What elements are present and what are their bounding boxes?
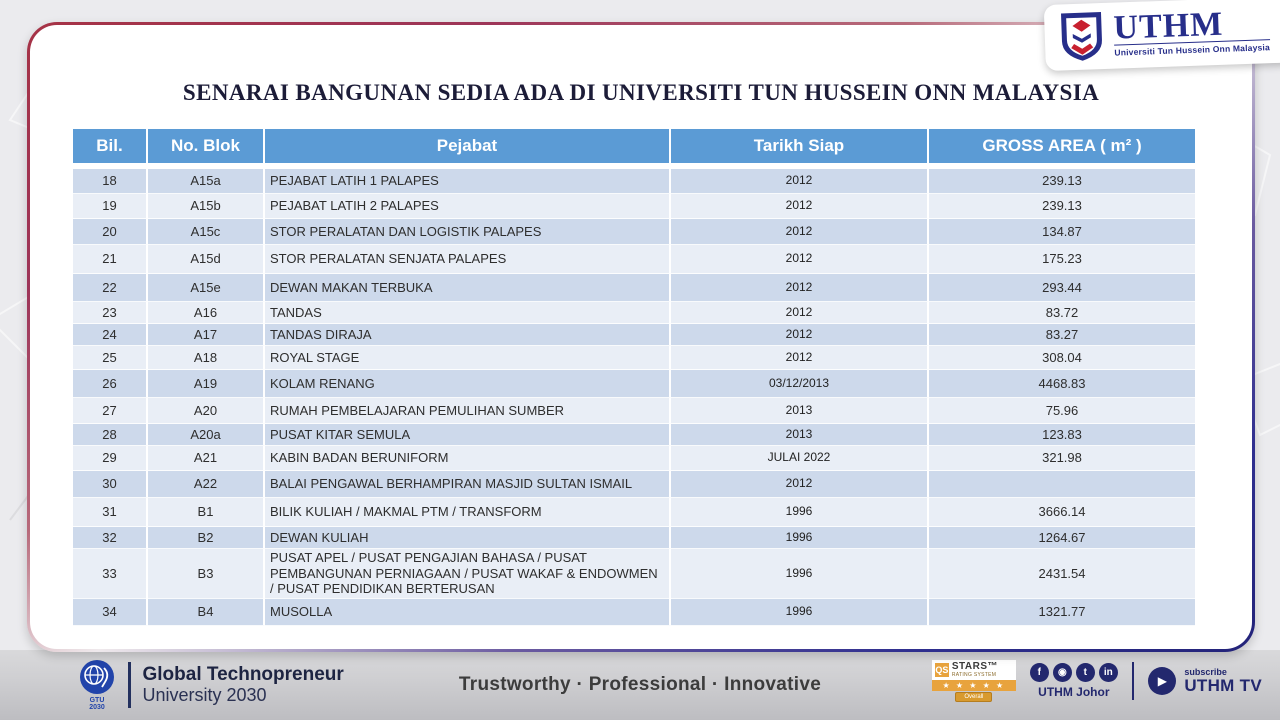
cell-area: 293.44 [929,274,1195,302]
cell-bil: 19 [73,194,148,219]
cell-area: 308.04 [929,346,1195,370]
column-header-tarikh: Tarikh Siap [671,129,929,163]
cell-blok: A15b [148,194,265,219]
cell-tarikh: 03/12/2013 [671,370,929,398]
cell-blok: A16 [148,302,265,324]
cell-blok: A18 [148,346,265,370]
cell-pejabat: TANDAS [265,302,671,324]
cell-area: 3666.14 [929,498,1195,527]
youtube-icon[interactable]: ▶ [1148,667,1176,695]
cell-area: 75.96 [929,398,1195,424]
table-row [73,424,1195,446]
cell-pejabat: STOR PERALATAN DAN LOGISTIK PALAPES [265,219,671,245]
facebook-icon[interactable]: f [1030,663,1049,682]
table-row [73,346,1195,370]
main-card-border [27,22,1255,652]
qs-stars-row: ★ ★ ★ ★ ★ [932,680,1016,691]
cell-blok: A19 [148,370,265,398]
cell-bil: 20 [73,219,148,245]
youtube-channel-name: UTHM TV [1184,676,1262,695]
cell-pejabat: STOR PERALATAN SENJATA PALAPES [265,245,671,274]
cell-tarikh: 2012 [671,194,929,219]
column-header-pejabat: Pejabat [265,129,671,163]
table-row [73,527,1195,549]
cell-area: 2431.54 [929,549,1195,599]
footer-bar [0,650,1280,720]
cell-bil: 27 [73,398,148,424]
table-row [73,302,1195,324]
footer-right-cluster [932,660,1262,702]
cell-area: 123.83 [929,424,1195,446]
cell-bil: 30 [73,471,148,498]
cell-bil: 26 [73,370,148,398]
cell-pejabat: KOLAM RENANG [265,370,671,398]
social-block [1030,663,1118,699]
cell-tarikh: 2013 [671,424,929,446]
uthm-logo-card [1044,0,1280,71]
cell-area [929,471,1195,498]
cell-tarikh: 2012 [671,169,929,194]
cell-bil: 18 [73,169,148,194]
cell-pejabat: PUSAT APEL / PUSAT PENGAJIAN BAHASA / PUSAT PEMBANGUNAN PERNIAGAAN / PUSAT WAKAF & ENDOWMEN / PUSAT PENDIDIKAN BERTERUSAN [265,549,671,599]
cell-blok: A21 [148,446,265,471]
footer-tagline: Trustworthy · Professional · Innovative [458,674,822,695]
cell-pejabat: ROYAL STAGE [265,346,671,370]
column-header-bil: Bil. [73,129,148,163]
buildings-table [73,129,1195,626]
table-row [73,219,1195,245]
cell-blok: A17 [148,324,265,346]
cell-bil: 34 [73,598,148,626]
cell-pejabat: PEJABAT LATIH 2 PALAPES [265,194,671,219]
gtu-line1: Global Technopreneur [142,664,344,685]
cell-bil: 32 [73,527,148,549]
qs-overall-chip: Overall [955,692,992,702]
cell-area: 175.23 [929,245,1195,274]
cell-area: 1264.67 [929,527,1195,549]
cell-blok: A15a [148,169,265,194]
cell-bil: 21 [73,245,148,274]
column-header-area: GROSS AREA ( m² ) [982,136,1142,155]
qs-rating-word: RATING SYSTEM [951,672,997,678]
table-row [73,324,1195,346]
page-title: SENARAI BANGUNAN SEDIA ADA DI UNIVERSITI TUN HUSSEIN ONN MALAYSIA [182,80,1100,105]
uthm-wordmark: UTHM [1112,6,1224,47]
youtube-subscribe-label: subscribe [1184,667,1227,677]
cell-tarikh: 2013 [671,398,929,424]
cell-pejabat: DEWAN KULIAH [265,527,671,549]
cell-tarikh: 2012 [671,324,929,346]
cell-blok: A15e [148,274,265,302]
table-row [73,245,1195,274]
cell-area: 134.87 [929,219,1195,245]
qs-logo: QS [935,665,949,675]
table-row [73,194,1195,219]
cell-blok: A20 [148,398,265,424]
qs-stars-badge [932,660,1016,702]
cell-tarikh: 1996 [671,598,929,626]
cell-tarikh: 2012 [671,346,929,370]
youtube-block[interactable] [1148,667,1262,695]
cell-bil: 33 [73,549,148,599]
cell-bil: 31 [73,498,148,527]
cell-tarikh: 2012 [671,471,929,498]
cell-bil: 28 [73,424,148,446]
cell-pejabat: RUMAH PEMBELAJARAN PEMULIHAN SUMBER [265,398,671,424]
cell-blok: A22 [148,471,265,498]
table-header-row [73,129,1195,163]
column-header-blok: No. Blok [148,129,265,163]
cell-blok: A15c [148,219,265,245]
instagram-icon[interactable]: ◉ [1053,663,1072,682]
cell-pejabat: BILIK KULIAH / MAKMAL PTM / TRANSFORM [265,498,671,527]
cell-blok: B2 [148,527,265,549]
cell-tarikh: JULAI 2022 [671,446,929,471]
cell-blok: B1 [148,498,265,527]
cell-pejabat: KABIN BADAN BERUNIFORM [265,446,671,471]
cell-bil: 22 [73,274,148,302]
cell-bil: 24 [73,324,148,346]
qs-stars-word: STARS™ [951,661,998,672]
main-card [30,25,1252,649]
cell-bil: 25 [73,346,148,370]
cell-pejabat: MUSOLLA [265,598,671,626]
footer-divider [1132,662,1135,700]
uthm-subtitle: Universiti Tun Hussein Onn Malaysia [1114,39,1270,57]
table-row [73,549,1195,598]
gtu-badge-text: GTU 2030 [89,697,105,711]
cell-pejabat: PEJABAT LATIH 1 PALAPES [265,169,671,194]
cell-blok: A20a [148,424,265,446]
cell-bil: 29 [73,446,148,471]
cell-area: 83.72 [929,302,1195,324]
cell-area: 83.27 [929,324,1195,346]
cell-area: 239.13 [929,194,1195,219]
table-row [73,598,1195,626]
cell-area: 239.13 [929,169,1195,194]
cell-pejabat: BALAI PENGAWAL BERHAMPIRAN MASJID SULTAN ISMAIL [265,471,671,498]
cell-tarikh: 1996 [671,498,929,527]
cell-pejabat: DEWAN MAKAN TERBUKA [265,274,671,302]
cell-blok: B4 [148,598,265,626]
linkedin-icon[interactable]: in [1099,663,1118,682]
table-row [73,398,1195,424]
cell-pejabat: PUSAT KITAR SEMULA [265,424,671,446]
cell-tarikh: 2012 [671,219,929,245]
table-row [73,370,1195,398]
cell-tarikh: 2012 [671,245,929,274]
table-row [73,274,1195,302]
cell-pejabat: TANDAS DIRAJA [265,324,671,346]
uthm-wordmark-block [1113,8,1270,57]
table-row [73,471,1195,498]
cell-bil: 23 [73,302,148,324]
table-row [73,498,1195,527]
cell-tarikh: 1996 [671,527,929,549]
table-row [73,169,1195,194]
cell-tarikh: 1996 [671,549,929,599]
table-row [73,446,1195,471]
table-body [73,169,1195,626]
uthm-shield-icon [1058,9,1106,65]
cell-area: 321.98 [929,446,1195,471]
cell-tarikh: 2012 [671,302,929,324]
cell-tarikh: 2012 [671,274,929,302]
gtu-line2: University 2030 [142,685,267,705]
cell-area: 1321.77 [929,598,1195,626]
twitter-icon[interactable]: t [1076,663,1095,682]
cell-blok: A15d [148,245,265,274]
social-label: UTHM Johor [1038,685,1110,699]
cell-blok: B3 [148,549,265,599]
cell-area: 4468.83 [929,370,1195,398]
